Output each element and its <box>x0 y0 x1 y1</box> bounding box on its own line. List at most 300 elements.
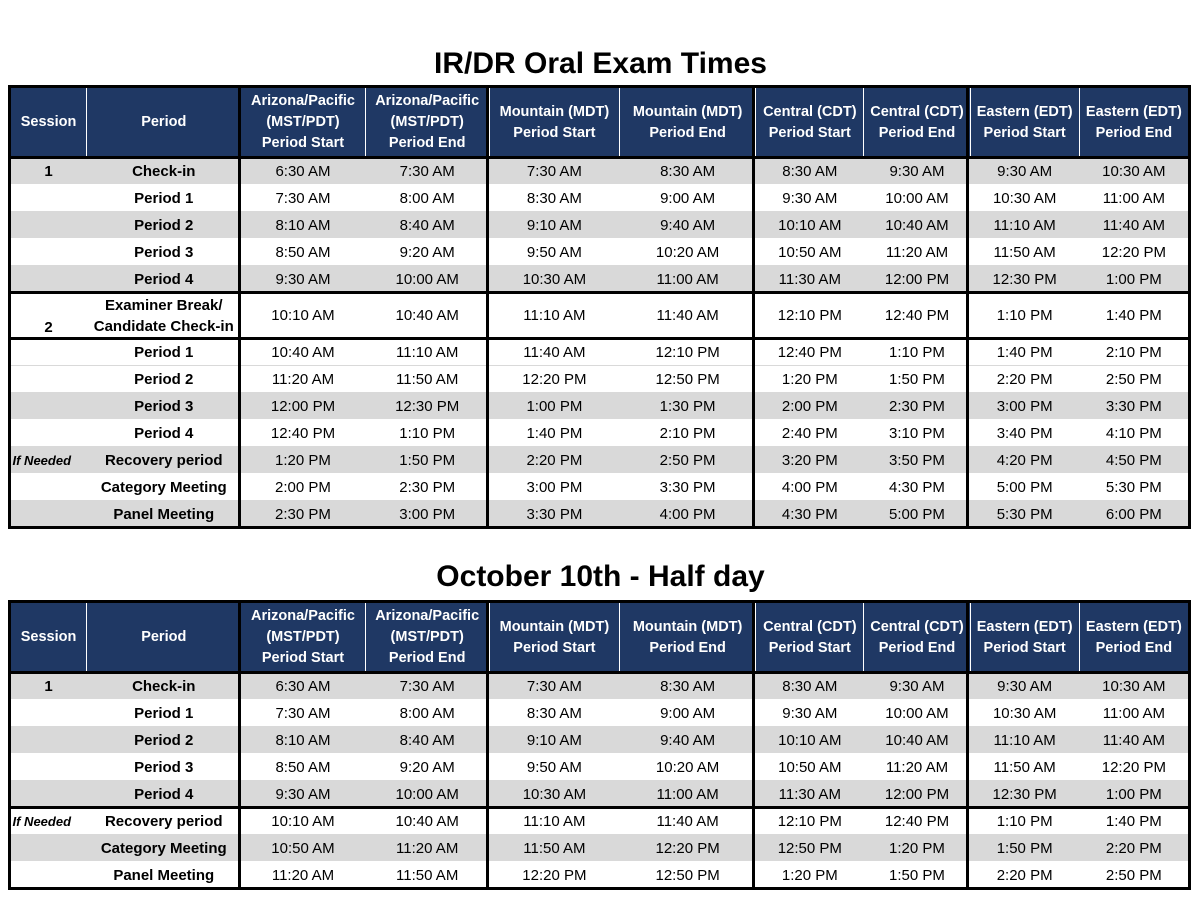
column-header-line: Session <box>20 114 77 130</box>
session-cell <box>11 239 87 266</box>
time-cell: 1:10 PM <box>365 420 489 447</box>
half-day-table <box>10 602 1189 888</box>
time-cell: 2:50 PM <box>1079 862 1188 889</box>
time-cell: 11:40 AM <box>620 808 756 835</box>
time-cell: 9:00 AM <box>620 700 756 727</box>
time-cell: 2:30 PM <box>241 501 365 528</box>
time-cell: 10:00 AM <box>864 700 970 727</box>
column-header <box>970 603 1079 673</box>
time-cell: 9:20 AM <box>365 754 489 781</box>
time-cell: 12:00 PM <box>864 266 970 293</box>
time-cell: 12:40 PM <box>241 420 365 447</box>
time-cell: 10:00 AM <box>365 781 489 808</box>
period-cell: Panel Meeting <box>87 862 241 889</box>
table-row <box>11 339 1189 366</box>
column-header <box>756 603 864 673</box>
column-header <box>1079 88 1188 158</box>
time-cell: 1:20 PM <box>756 366 864 393</box>
time-cell: 9:10 AM <box>489 212 619 239</box>
time-cell: 1:30 PM <box>620 393 756 420</box>
column-header-line: Period Start <box>768 639 851 656</box>
time-cell: 8:30 AM <box>756 158 864 185</box>
column-group-divider <box>238 87 241 527</box>
time-cell: 2:30 PM <box>365 474 489 501</box>
time-cell: 10:20 AM <box>620 239 756 266</box>
period-cell: Period 4 <box>87 420 241 447</box>
time-cell: 9:50 AM <box>489 239 619 266</box>
time-cell: 10:10 AM <box>241 293 365 339</box>
column-header <box>11 88 87 158</box>
period-line: Candidate Check-in <box>93 317 234 335</box>
column-group-divider <box>966 602 969 888</box>
column-header-line: Period Start <box>261 650 345 666</box>
column-header <box>87 603 241 673</box>
period-cell: Panel Meeting <box>87 501 241 528</box>
period-cell: Category Meeting <box>87 835 241 862</box>
column-group-divider <box>966 87 969 527</box>
time-cell: 9:10 AM <box>489 727 619 754</box>
period-cell: Recovery period <box>87 447 241 474</box>
time-cell: 12:40 PM <box>864 293 970 339</box>
session-cell <box>11 700 87 727</box>
time-cell: 4:20 PM <box>970 447 1079 474</box>
column-header-line: Period End <box>878 124 956 141</box>
time-cell: 11:20 AM <box>365 835 489 862</box>
time-cell: 1:50 PM <box>970 835 1079 862</box>
time-cell: 8:10 AM <box>241 212 365 239</box>
half-day-title: October 10th - Half day <box>436 560 765 593</box>
time-cell: 8:30 AM <box>756 673 864 700</box>
column-header-line: Eastern (EDT) <box>1085 618 1182 635</box>
table-row <box>11 393 1189 420</box>
column-header-line: Eastern (EDT) <box>976 103 1073 120</box>
column-header-line: Period End <box>1095 124 1173 141</box>
time-cell: 7:30 AM <box>241 185 365 212</box>
time-cell: 7:30 AM <box>365 673 489 700</box>
column-header <box>489 603 619 673</box>
time-cell: 1:50 PM <box>864 862 970 889</box>
row-group-divider <box>10 337 1189 340</box>
time-cell: 9:20 AM <box>365 239 489 266</box>
time-cell: 2:40 PM <box>756 420 864 447</box>
time-cell: 11:20 AM <box>864 754 970 781</box>
time-cell: 11:00 AM <box>1079 185 1188 212</box>
column-group-divider <box>752 602 755 888</box>
column-header-line: Period Start <box>768 124 851 141</box>
column-header-line: Session <box>20 629 77 645</box>
table-row <box>11 808 1189 835</box>
time-cell: 11:40 AM <box>489 339 619 366</box>
column-header-line: (MST/PDT) <box>390 629 464 645</box>
time-cell: 2:10 PM <box>620 420 756 447</box>
time-cell: 12:20 PM <box>620 835 756 862</box>
time-cell: 9:40 AM <box>620 212 756 239</box>
time-cell: 8:30 AM <box>620 673 756 700</box>
time-cell: 12:40 PM <box>864 808 970 835</box>
column-header <box>620 88 756 158</box>
column-header <box>241 603 365 673</box>
session-cell <box>11 474 87 501</box>
time-cell: 3:30 PM <box>1079 393 1188 420</box>
column-header-line: Arizona/Pacific <box>375 93 480 109</box>
time-cell: 2:20 PM <box>970 366 1079 393</box>
time-cell: 10:40 AM <box>864 212 970 239</box>
column-header-line: Period <box>141 629 187 645</box>
column-header <box>1079 603 1188 673</box>
time-cell: 11:10 AM <box>365 339 489 366</box>
column-header-line: Arizona/Pacific <box>251 608 355 624</box>
time-cell: 10:50 AM <box>241 835 365 862</box>
session-cell <box>11 501 87 528</box>
time-cell: 5:00 PM <box>970 474 1079 501</box>
period-cell: Recovery period <box>87 808 241 835</box>
time-cell: 10:30 AM <box>970 700 1079 727</box>
period-cell: Period 3 <box>87 239 241 266</box>
time-cell: 5:30 PM <box>1079 474 1188 501</box>
column-header-line: Period Start <box>983 124 1066 141</box>
column-group-divider <box>486 87 489 527</box>
table-row <box>11 366 1189 393</box>
table-row <box>11 862 1189 889</box>
table-row <box>11 158 1189 185</box>
column-header-line: Period Start <box>513 124 596 141</box>
session-cell: 1 <box>11 673 87 700</box>
time-cell: 11:00 AM <box>620 781 756 808</box>
time-cell: 10:40 AM <box>365 808 489 835</box>
time-cell: 11:20 AM <box>864 239 970 266</box>
time-cell: 5:30 PM <box>970 501 1079 528</box>
table-row <box>11 474 1189 501</box>
time-cell: 11:50 AM <box>970 754 1079 781</box>
column-header-line: Mountain (MDT) <box>499 103 610 120</box>
column-header-line: Period End <box>649 124 726 141</box>
time-cell: 3:00 PM <box>970 393 1079 420</box>
column-header <box>11 603 87 673</box>
time-cell: 6:00 PM <box>1079 501 1188 528</box>
time-cell: 4:00 PM <box>620 501 756 528</box>
period-line: Examiner Break/ <box>104 296 223 314</box>
column-header <box>87 88 241 158</box>
time-cell: 11:40 AM <box>1079 212 1188 239</box>
time-cell: 12:50 PM <box>620 366 756 393</box>
column-header <box>864 603 970 673</box>
time-cell: 8:00 AM <box>365 185 489 212</box>
column-header-line: Eastern (EDT) <box>976 618 1073 635</box>
session-cell: 2 <box>11 293 87 339</box>
schedule-title: IR/DR Oral Exam Times <box>434 47 767 80</box>
time-cell: 10:40 AM <box>864 727 970 754</box>
column-group-divider <box>486 602 489 888</box>
time-cell: 10:40 AM <box>365 293 489 339</box>
session-cell <box>11 835 87 862</box>
period-cell: Period 3 <box>87 754 241 781</box>
time-cell: 1:40 PM <box>1079 808 1188 835</box>
column-header-line: Central (CDT) <box>870 618 964 635</box>
time-cell: 9:30 AM <box>970 673 1079 700</box>
column-header <box>241 88 365 158</box>
time-cell: 12:20 PM <box>1079 239 1188 266</box>
time-cell: 3:10 PM <box>864 420 970 447</box>
time-cell: 12:20 PM <box>1079 754 1188 781</box>
session-cell <box>11 266 87 293</box>
column-header-line: Period <box>141 114 187 130</box>
table-row <box>11 501 1189 528</box>
column-header <box>864 88 970 158</box>
column-header-line: Period Start <box>983 639 1066 656</box>
time-cell: 9:40 AM <box>620 727 756 754</box>
column-header-line: Period End <box>649 639 726 656</box>
exam-times-table <box>10 87 1189 527</box>
period-cell: Period 1 <box>87 185 241 212</box>
time-cell: 10:50 AM <box>756 239 864 266</box>
column-header <box>489 88 619 158</box>
time-cell: 4:30 PM <box>756 501 864 528</box>
time-cell: 7:30 AM <box>365 158 489 185</box>
time-cell: 11:10 AM <box>489 808 619 835</box>
time-cell: 6:30 AM <box>241 673 365 700</box>
table-row <box>11 700 1189 727</box>
time-cell: 9:30 AM <box>864 158 970 185</box>
time-cell: 11:50 AM <box>489 835 619 862</box>
session-cell <box>11 754 87 781</box>
time-cell: 1:00 PM <box>1079 781 1188 808</box>
table-row <box>11 420 1189 447</box>
time-cell: 12:30 PM <box>970 266 1079 293</box>
time-cell: 1:10 PM <box>970 808 1079 835</box>
period-cell: Period 3 <box>87 393 241 420</box>
session-cell <box>11 393 87 420</box>
time-cell: 10:50 AM <box>756 754 864 781</box>
column-header-line: Mountain (MDT) <box>632 618 743 635</box>
time-cell: 3:00 PM <box>489 474 619 501</box>
period-cell: Category Meeting <box>87 474 241 501</box>
time-cell: 12:20 PM <box>489 862 619 889</box>
column-header-line: Central (CDT) <box>763 618 857 635</box>
time-cell: 10:00 AM <box>864 185 970 212</box>
column-header-line: Eastern (EDT) <box>1085 103 1182 120</box>
time-cell: 8:40 AM <box>365 212 489 239</box>
row-group-divider <box>10 806 1189 809</box>
table-row <box>11 835 1189 862</box>
time-cell: 12:50 PM <box>756 835 864 862</box>
time-cell: 11:10 AM <box>970 727 1079 754</box>
time-cell: 2:20 PM <box>489 447 619 474</box>
table-row <box>11 293 1189 339</box>
time-cell: 9:30 AM <box>970 158 1079 185</box>
session-cell <box>11 781 87 808</box>
time-cell: 12:00 PM <box>241 393 365 420</box>
column-header-line: Period Start <box>513 639 596 656</box>
time-cell: 10:30 AM <box>489 266 619 293</box>
time-cell: 10:10 AM <box>241 808 365 835</box>
period-cell: Check-in <box>87 673 241 700</box>
time-cell: 12:20 PM <box>489 366 619 393</box>
time-cell: 11:50 AM <box>365 366 489 393</box>
time-cell: 8:40 AM <box>365 727 489 754</box>
time-cell: 3:00 PM <box>365 501 489 528</box>
time-cell: 10:30 AM <box>1079 158 1188 185</box>
period-cell: Period 2 <box>87 727 241 754</box>
time-cell: 9:00 AM <box>620 185 756 212</box>
time-cell: 1:00 PM <box>489 393 619 420</box>
column-header-line: Period End <box>388 650 466 666</box>
session-cell: If Needed <box>11 447 87 474</box>
time-cell: 4:30 PM <box>864 474 970 501</box>
time-cell: 3:40 PM <box>970 420 1079 447</box>
time-cell: 10:30 AM <box>970 185 1079 212</box>
session-cell <box>11 420 87 447</box>
time-cell: 1:50 PM <box>365 447 489 474</box>
schedule-table <box>10 87 1189 528</box>
time-cell: 9:30 AM <box>864 673 970 700</box>
column-header <box>756 88 864 158</box>
session-cell <box>11 862 87 889</box>
time-cell: 11:10 AM <box>970 212 1079 239</box>
time-cell: 7:30 AM <box>489 158 619 185</box>
period-cell: Period 1 <box>87 339 241 366</box>
time-cell: 2:50 PM <box>1079 366 1188 393</box>
time-cell: 3:50 PM <box>864 447 970 474</box>
column-header-line: Period Start <box>261 135 345 151</box>
session-cell <box>11 212 87 239</box>
time-cell: 1:10 PM <box>864 339 970 366</box>
time-cell: 2:00 PM <box>756 393 864 420</box>
column-header-line: (MST/PDT) <box>266 629 340 645</box>
time-cell: 1:20 PM <box>241 447 365 474</box>
period-cell: Period 2 <box>87 366 241 393</box>
period-cell: Period 4 <box>87 266 241 293</box>
time-cell: 6:30 AM <box>241 158 365 185</box>
column-header-line: Arizona/Pacific <box>375 608 480 624</box>
time-cell: 1:20 PM <box>756 862 864 889</box>
schedule-table <box>10 602 1189 889</box>
time-cell: 7:30 AM <box>489 673 619 700</box>
session-cell: If Needed <box>11 808 87 835</box>
time-cell: 12:10 PM <box>620 339 756 366</box>
time-cell: 11:50 AM <box>970 239 1079 266</box>
row-group-divider <box>10 291 1189 294</box>
session-cell <box>11 727 87 754</box>
time-cell: 9:30 AM <box>241 781 365 808</box>
table-row <box>11 212 1189 239</box>
time-cell: 1:20 PM <box>864 835 970 862</box>
time-cell: 9:30 AM <box>241 266 365 293</box>
time-cell: 4:00 PM <box>756 474 864 501</box>
column-header-line: Central (CDT) <box>870 103 964 120</box>
period-cell <box>87 293 241 339</box>
column-header <box>620 603 756 673</box>
time-cell: 10:00 AM <box>365 266 489 293</box>
time-cell: 8:50 AM <box>241 754 365 781</box>
time-cell: 1:50 PM <box>864 366 970 393</box>
table-row <box>11 447 1189 474</box>
column-header-line: (MST/PDT) <box>266 114 340 130</box>
table-row <box>11 754 1189 781</box>
time-cell: 8:10 AM <box>241 727 365 754</box>
time-cell: 2:20 PM <box>970 862 1079 889</box>
time-cell: 12:40 PM <box>756 339 864 366</box>
time-cell: 11:30 AM <box>756 781 864 808</box>
time-cell: 2:20 PM <box>1079 835 1188 862</box>
table-row <box>11 266 1189 293</box>
time-cell: 10:10 AM <box>756 727 864 754</box>
time-cell: 1:40 PM <box>489 420 619 447</box>
time-cell: 12:10 PM <box>756 293 864 339</box>
period-cell: Period 1 <box>87 700 241 727</box>
time-cell: 12:30 PM <box>970 781 1079 808</box>
time-cell: 4:10 PM <box>1079 420 1188 447</box>
time-cell: 11:20 AM <box>241 366 365 393</box>
table-row <box>11 673 1189 700</box>
time-cell: 1:40 PM <box>1079 293 1188 339</box>
time-cell: 8:30 AM <box>620 158 756 185</box>
time-cell: 11:10 AM <box>489 293 619 339</box>
table-row <box>11 727 1189 754</box>
row-group-divider <box>10 156 1189 159</box>
session-cell <box>11 185 87 212</box>
time-cell: 3:30 PM <box>489 501 619 528</box>
time-cell: 2:50 PM <box>620 447 756 474</box>
time-cell: 2:30 PM <box>864 393 970 420</box>
time-cell: 10:10 AM <box>756 212 864 239</box>
time-cell: 7:30 AM <box>241 700 365 727</box>
column-group-divider <box>752 87 755 527</box>
time-cell: 11:20 AM <box>241 862 365 889</box>
time-cell: 12:10 PM <box>756 808 864 835</box>
time-cell: 9:30 AM <box>756 185 864 212</box>
time-cell: 11:50 AM <box>365 862 489 889</box>
table-row <box>11 185 1189 212</box>
time-cell: 10:30 AM <box>1079 673 1188 700</box>
time-cell: 3:30 PM <box>620 474 756 501</box>
column-header-line: Arizona/Pacific <box>251 93 355 109</box>
time-cell: 2:00 PM <box>241 474 365 501</box>
column-group-divider <box>238 602 241 888</box>
time-cell: 8:30 AM <box>489 185 619 212</box>
column-header-line: Period End <box>878 639 956 656</box>
time-cell: 8:50 AM <box>241 239 365 266</box>
session-cell: 1 <box>11 158 87 185</box>
period-cell: Period 4 <box>87 781 241 808</box>
column-header <box>365 88 489 158</box>
table-row <box>11 239 1189 266</box>
session-cell <box>11 339 87 366</box>
time-cell: 10:20 AM <box>620 754 756 781</box>
column-header-line: (MST/PDT) <box>390 114 464 130</box>
column-header-line: Central (CDT) <box>763 103 857 120</box>
period-cell: Period 2 <box>87 212 241 239</box>
time-cell: 1:40 PM <box>970 339 1079 366</box>
time-cell: 12:00 PM <box>864 781 970 808</box>
time-cell: 11:00 AM <box>1079 700 1188 727</box>
table-row <box>11 781 1189 808</box>
time-cell: 8:30 AM <box>489 700 619 727</box>
time-cell: 8:00 AM <box>365 700 489 727</box>
time-cell: 9:50 AM <box>489 754 619 781</box>
period-cell: Check-in <box>87 158 241 185</box>
column-header-line: Mountain (MDT) <box>632 103 743 120</box>
time-cell: 5:00 PM <box>864 501 970 528</box>
row-group-divider <box>10 671 1189 674</box>
time-cell: 2:10 PM <box>1079 339 1188 366</box>
time-cell: 11:40 AM <box>1079 727 1188 754</box>
time-cell: 11:40 AM <box>620 293 756 339</box>
time-cell: 12:30 PM <box>365 393 489 420</box>
time-cell: 3:20 PM <box>756 447 864 474</box>
time-cell: 1:00 PM <box>1079 266 1188 293</box>
time-cell: 1:10 PM <box>970 293 1079 339</box>
time-cell: 9:30 AM <box>756 700 864 727</box>
